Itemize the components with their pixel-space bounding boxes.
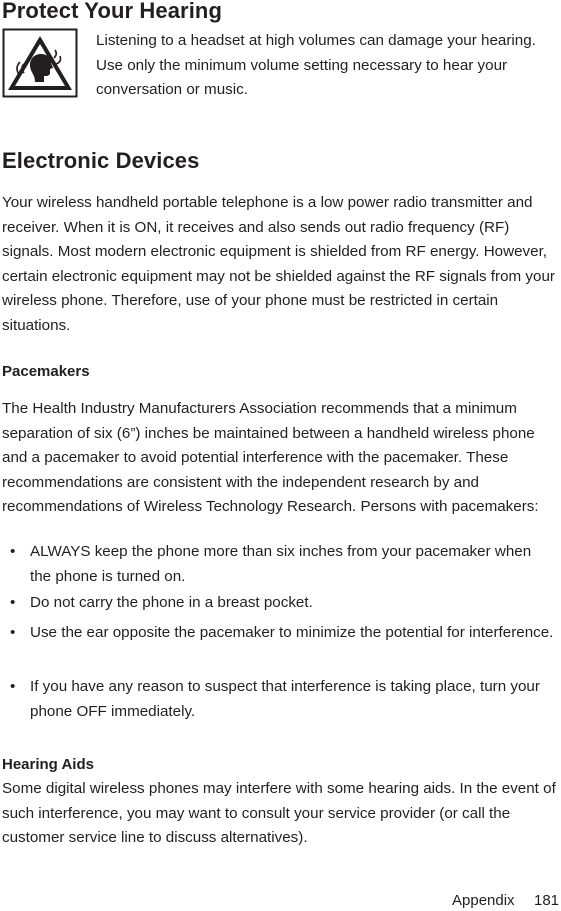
pacemakers-paragraph: The Health Industry Manufacturers Association recommends that a minimum separation of six (6”) inches be maintained between a handheld wireless phone and a pacemaker to avoid potential interference with the pacemaker. These recommendations are consistent with the independent research by and recommendations of Wireless Technology Research. Persons with pacemakers: — [2, 400, 539, 516]
pacemakers-heading: Pacemakers — [2, 363, 90, 380]
hearing-paragraph: Listening to a headset at high volumes can damage your hearing. Use only the minimum volume setting necessary to hear your conversation or music. — [96, 32, 536, 99]
bullet-text: If you have any reason to suspect that interference is taking place, turn your phone OFF immediately. — [30, 678, 540, 720]
page-number: 181 — [534, 892, 560, 909]
hearing-aids-paragraph: Some digital wireless phones may interfere with some hearing aids. In the event of such interference, you may want to consult your service provider (or call the customer service line to discuss alternatives). — [2, 780, 556, 847]
bullet-marker: • — [10, 624, 16, 641]
bullet-text: Do not carry the phone in a breast pocket. — [30, 594, 313, 611]
hearing-warning-icon — [2, 28, 78, 98]
hearing-aids-heading: Hearing Aids — [2, 756, 94, 773]
bullet-text: Use the ear opposite the pacemaker to minimize the potential for interference. — [30, 624, 554, 641]
bullet-text: ALWAYS keep the phone more than six inches from your pacemaker when the phone is turned on. — [30, 543, 532, 585]
bullet-marker: • — [10, 543, 16, 560]
bullet-marker: • — [10, 678, 16, 695]
footer-section-label: Appendix — [452, 892, 515, 909]
electronic-devices-paragraph: Your wireless handheld portable telephone is a low power radio transmitter and receiver. When it is ON, it receives and also sends out radio frequency (RF) signals. Most modern electronic equipment is shielded from RF energy. However, certain electronic equipment may not be shielded against the RF signals from your wireless phone. Therefore, use of your phone must be restricted in certain situations. — [2, 194, 555, 334]
bullet-marker: • — [10, 594, 16, 611]
electronic-devices-heading: Electronic Devices — [2, 148, 200, 173]
hearing-heading: Protect Your Hearing — [2, 0, 223, 23]
